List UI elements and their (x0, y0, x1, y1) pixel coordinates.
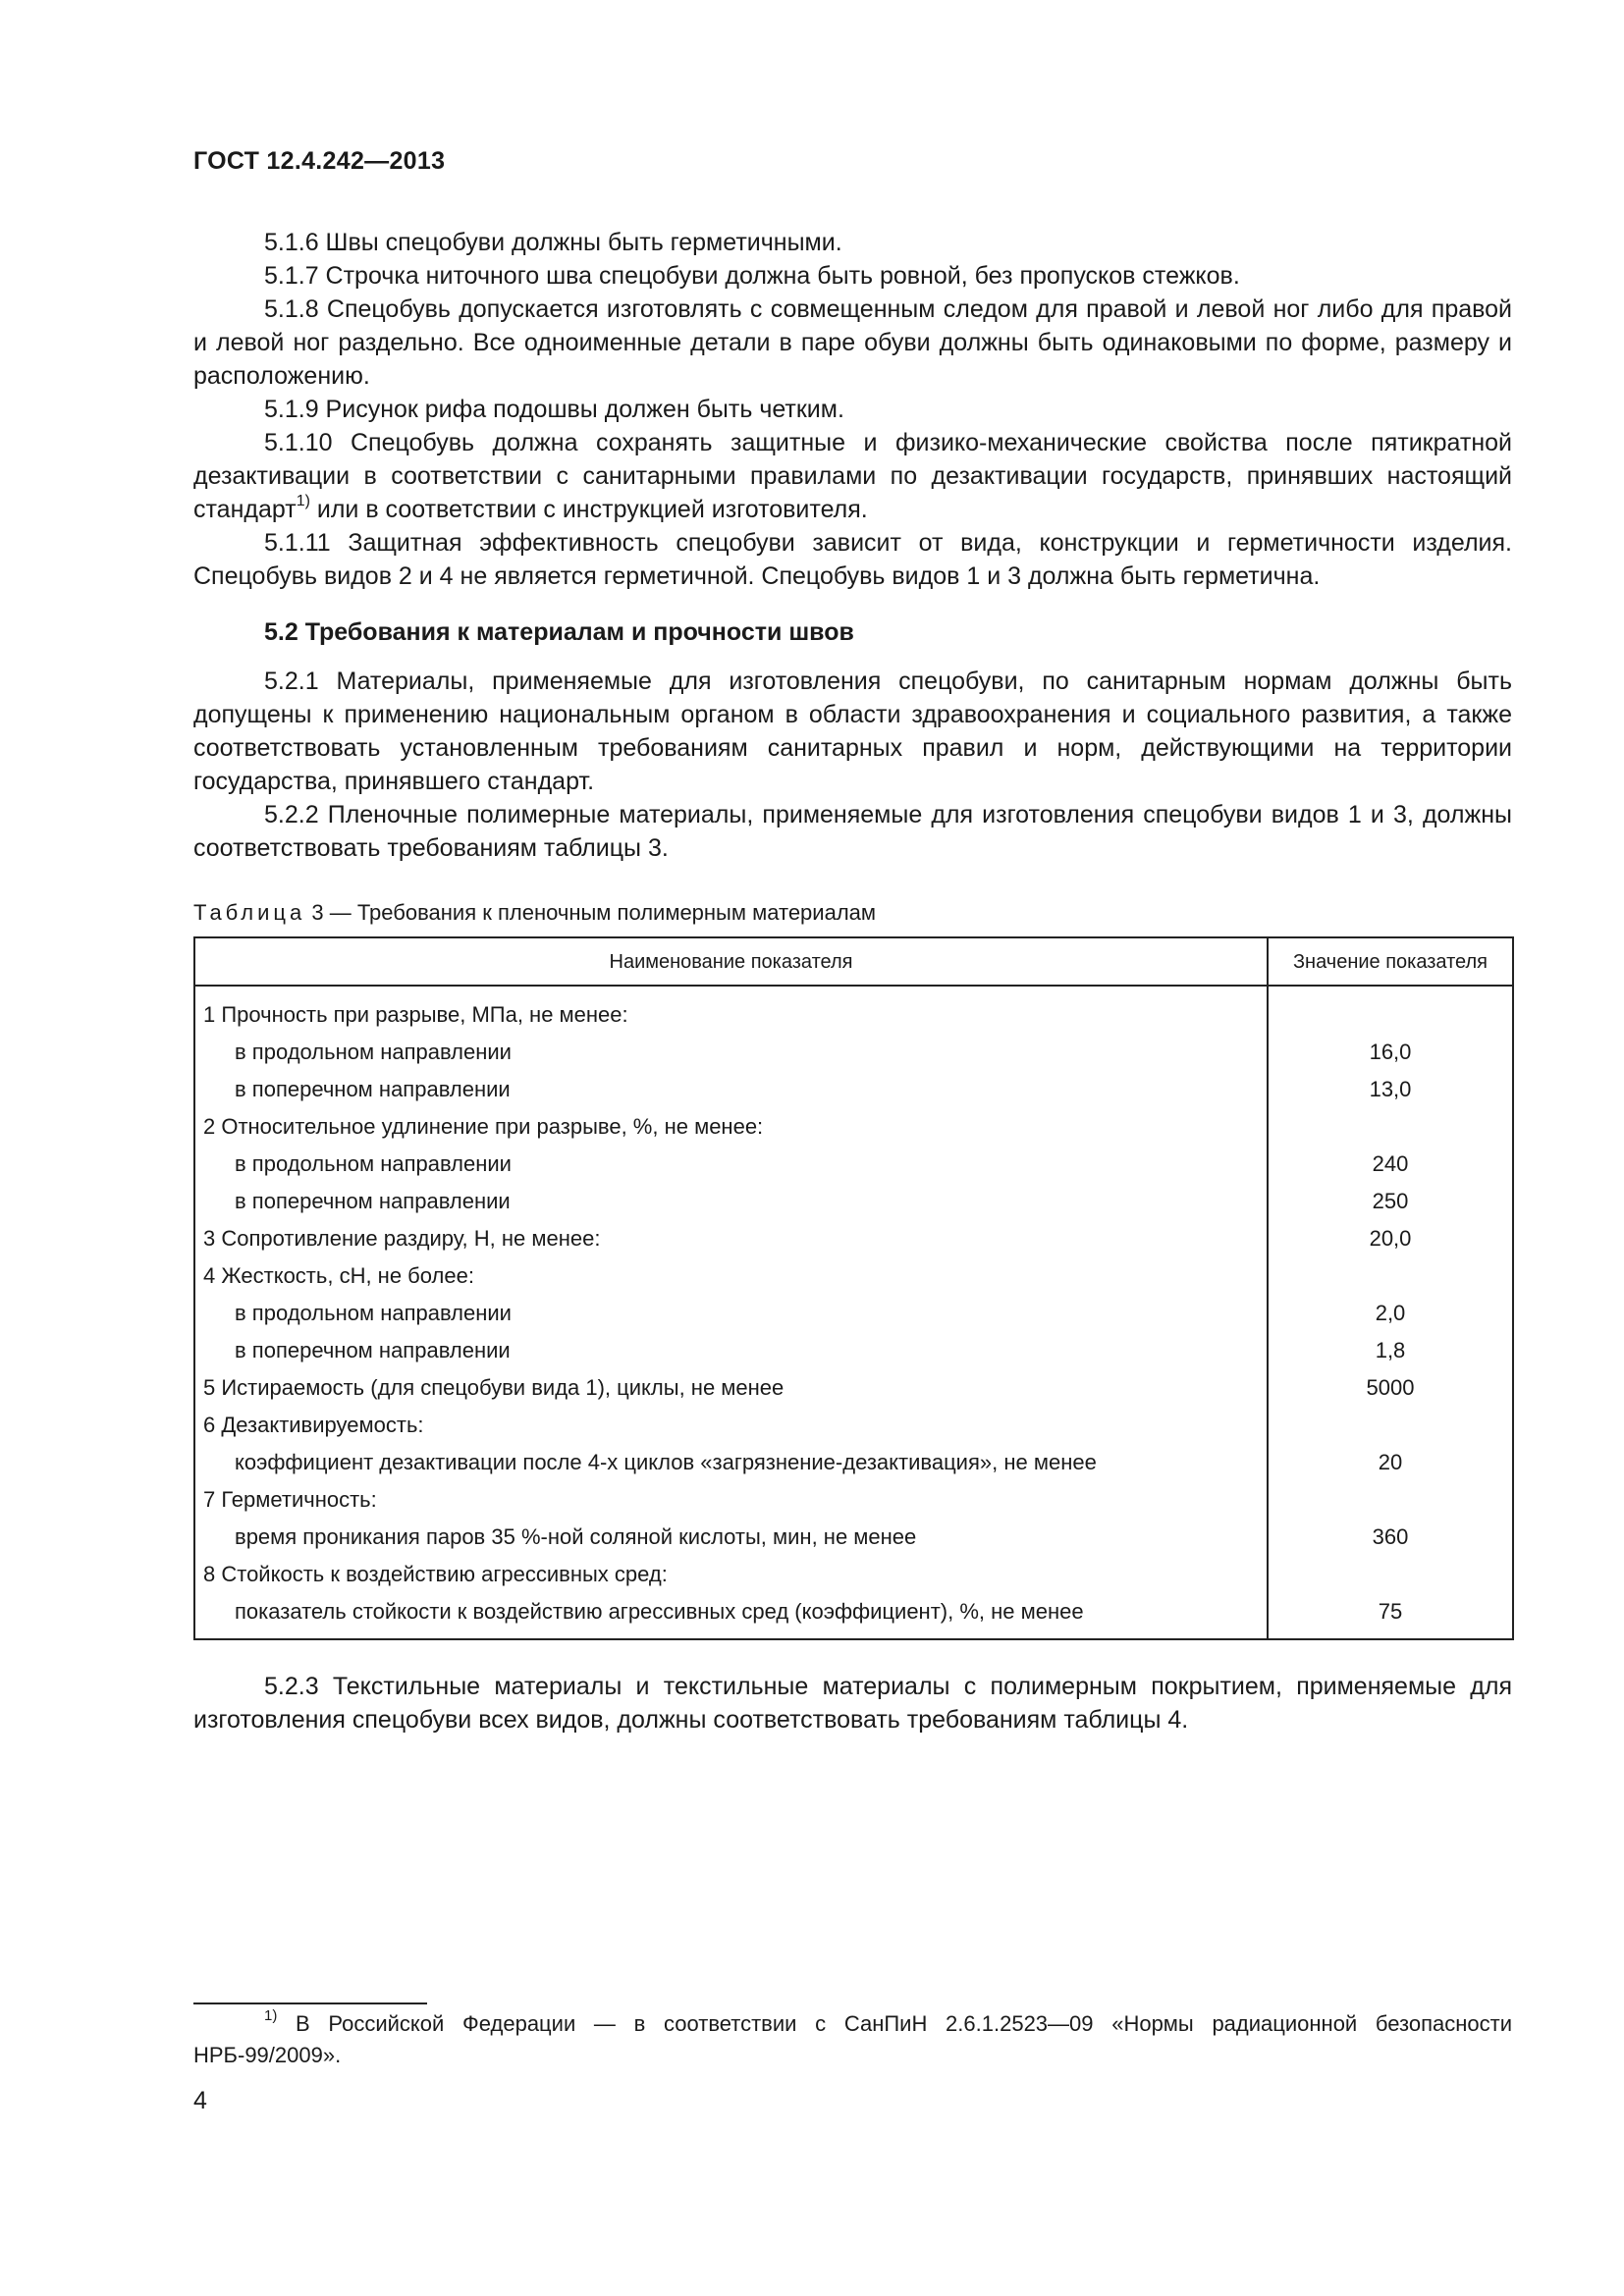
table-3 (193, 936, 1514, 1640)
table-row (194, 1108, 1513, 1146)
table-cell-value: 250 (1268, 1183, 1513, 1220)
table-cell-name: в продольном направлении (194, 1034, 1268, 1071)
table-cell-value (1268, 1407, 1513, 1444)
table-row (194, 1481, 1513, 1519)
table-cell-value: 16,0 (1268, 1034, 1513, 1071)
table-row (194, 1257, 1513, 1295)
paragraph-5-1-6: 5.1.6 Швы спецобуви должны быть герметичными. (264, 229, 842, 256)
paragraph-5-1-9: 5.1.9 Рисунок рифа подошвы должен быть четким. (264, 396, 844, 423)
table-cell-name: 4 Жесткость, сН, не более: (194, 1257, 1268, 1295)
table-row (194, 1444, 1513, 1481)
paragraph-5-2-1: 5.2.1 Материалы, применяемые для изготовления спецобуви, по санитарным нормам должны быть допущены к применению национальным органом в области здравоохранения и социального развития, а также соответствовать установленным требованиям санитарных правил и норм, действующими на территории государства, принявшего стандарт. (193, 667, 1512, 795)
table-header-row (194, 937, 1513, 986)
table-cell-value: 20 (1268, 1444, 1513, 1481)
table-cell-name: 7 Герметичность: (194, 1481, 1268, 1519)
table-body (194, 986, 1513, 1639)
table-cell-name: показатель стойкости к воздействию агрессивных сред (коэффициент), %, не менее (194, 1593, 1268, 1639)
paragraph-5-1-10 (193, 426, 1512, 526)
column-header-name: Наименование показателя (194, 937, 1268, 986)
footnote (193, 2008, 1512, 2071)
table-row (194, 1407, 1513, 1444)
table-cell-value: 13,0 (1268, 1071, 1513, 1108)
table-cell-value: 5000 (1268, 1369, 1513, 1407)
column-header-value: Значение показателя (1268, 937, 1513, 986)
footnote-marker: 1) (264, 2006, 278, 2024)
table-cell-name: 5 Истираемость (для спецобуви вида 1), циклы, не менее (194, 1369, 1268, 1407)
table-cell-value: 1,8 (1268, 1332, 1513, 1369)
document-body (193, 226, 1512, 1736)
footnote-ref: 1) (296, 492, 310, 509)
footnote-divider (193, 2002, 427, 2004)
table-cell-value: 240 (1268, 1146, 1513, 1183)
paragraph-5-1-7: 5.1.7 Строчка ниточного шва спецобуви должна быть ровной, без пропусков стежков. (264, 262, 1240, 290)
document-page (193, 0, 1512, 2296)
paragraph-5-1-10-text-a: 5.1.10 Спецобувь должна сохранять защитные и физико-механические свойства после пятикратной дезактивации в соответствии с санитарными правилами по дезактивации государств, принявших настоящий стандарт (193, 429, 1512, 523)
table-row (194, 1556, 1513, 1593)
table-cell-name: в продольном направлении (194, 1295, 1268, 1332)
table-cell-name: в поперечном направлении (194, 1332, 1268, 1369)
table-row (194, 1593, 1513, 1639)
table-row (194, 986, 1513, 1034)
table-cell-name: 1 Прочность при разрыве, МПа, не менее: (194, 986, 1268, 1034)
table-cell-value (1268, 1556, 1513, 1593)
table-row (194, 1369, 1513, 1407)
table-row (194, 1183, 1513, 1220)
section-title-5-2: 5.2 Требования к материалам и прочности швов (264, 618, 854, 646)
table-cell-value (1268, 1481, 1513, 1519)
table-cell-name: 3 Сопротивление раздиру, Н, не менее: (194, 1220, 1268, 1257)
table-cell-value (1268, 1257, 1513, 1295)
table-row (194, 1034, 1513, 1071)
document-header: ГОСТ 12.4.242—2013 (193, 147, 446, 175)
table-cell-value (1268, 1108, 1513, 1146)
paragraph-5-2-3: 5.2.3 Текстильные материалы и текстильные материалы с полимерным покрытием, применяемые для изготовления спецобуви всех видов, должны соответствовать требованиям таблицы 4. (193, 1673, 1512, 1734)
table-cell-name: в продольном направлении (194, 1146, 1268, 1183)
table-cell-value: 360 (1268, 1519, 1513, 1556)
table-cell-value: 75 (1268, 1593, 1513, 1639)
table-cell-value: 20,0 (1268, 1220, 1513, 1257)
table-row (194, 1332, 1513, 1369)
table-cell-value (1268, 986, 1513, 1034)
paragraph-5-1-10-text-b: или в соответствии с инструкцией изготовителя. (309, 496, 868, 523)
paragraph-5-2-2: 5.2.2 Пленочные полимерные материалы, применяемые для изготовления спецобуви видов 1 и 3, должны соответствовать требованиям таблицы 3. (193, 801, 1512, 862)
table-caption-text: 3 — Требования к пленочным полимерным материалам (305, 900, 877, 925)
table-row (194, 1519, 1513, 1556)
table-cell-name: в поперечном направлении (194, 1071, 1268, 1108)
table-caption-label: Таблица (193, 900, 306, 925)
paragraph-5-1-11: 5.1.11 Защитная эффективность спецобуви зависит от вида, конструкции и герметичности изделия. Спецобувь видов 2 и 4 не является герметичной. Спецобувь видов 1 и 3 должна быть герметична. (193, 529, 1512, 590)
table-caption (193, 898, 1512, 928)
table-cell-name: время проникания паров 35 %-ной соляной кислоты, мин, не менее (194, 1519, 1268, 1556)
table-cell-name: 8 Стойкость к воздействию агрессивных сред: (194, 1556, 1268, 1593)
table-row (194, 1295, 1513, 1332)
page-number: 4 (193, 2087, 207, 2114)
paragraph-5-1-8: 5.1.8 Спецобувь допускается изготовлять с совмещенным следом для правой и левой ног либо для правой и левой ног раздельно. Все одноименные детали в паре обуви должны быть одинаковыми по форме, размеру и расположению. (193, 295, 1512, 390)
table-cell-name: в поперечном направлении (194, 1183, 1268, 1220)
table-cell-name: 6 Дезактивируемость: (194, 1407, 1268, 1444)
table-cell-value: 2,0 (1268, 1295, 1513, 1332)
table-row (194, 1146, 1513, 1183)
table-row (194, 1220, 1513, 1257)
footnote-text: В Российской Федерации — в соответствии с СанПиН 2.6.1.2523—09 «Нормы радиационной безопасности НРБ-99/2009». (193, 2011, 1512, 2067)
table-cell-name: 2 Относительное удлинение при разрыве, %, не менее: (194, 1108, 1268, 1146)
table-row (194, 1071, 1513, 1108)
table-cell-name: коэффициент дезактивации после 4-х циклов «загрязнение-дезактивация», не менее (194, 1444, 1268, 1481)
